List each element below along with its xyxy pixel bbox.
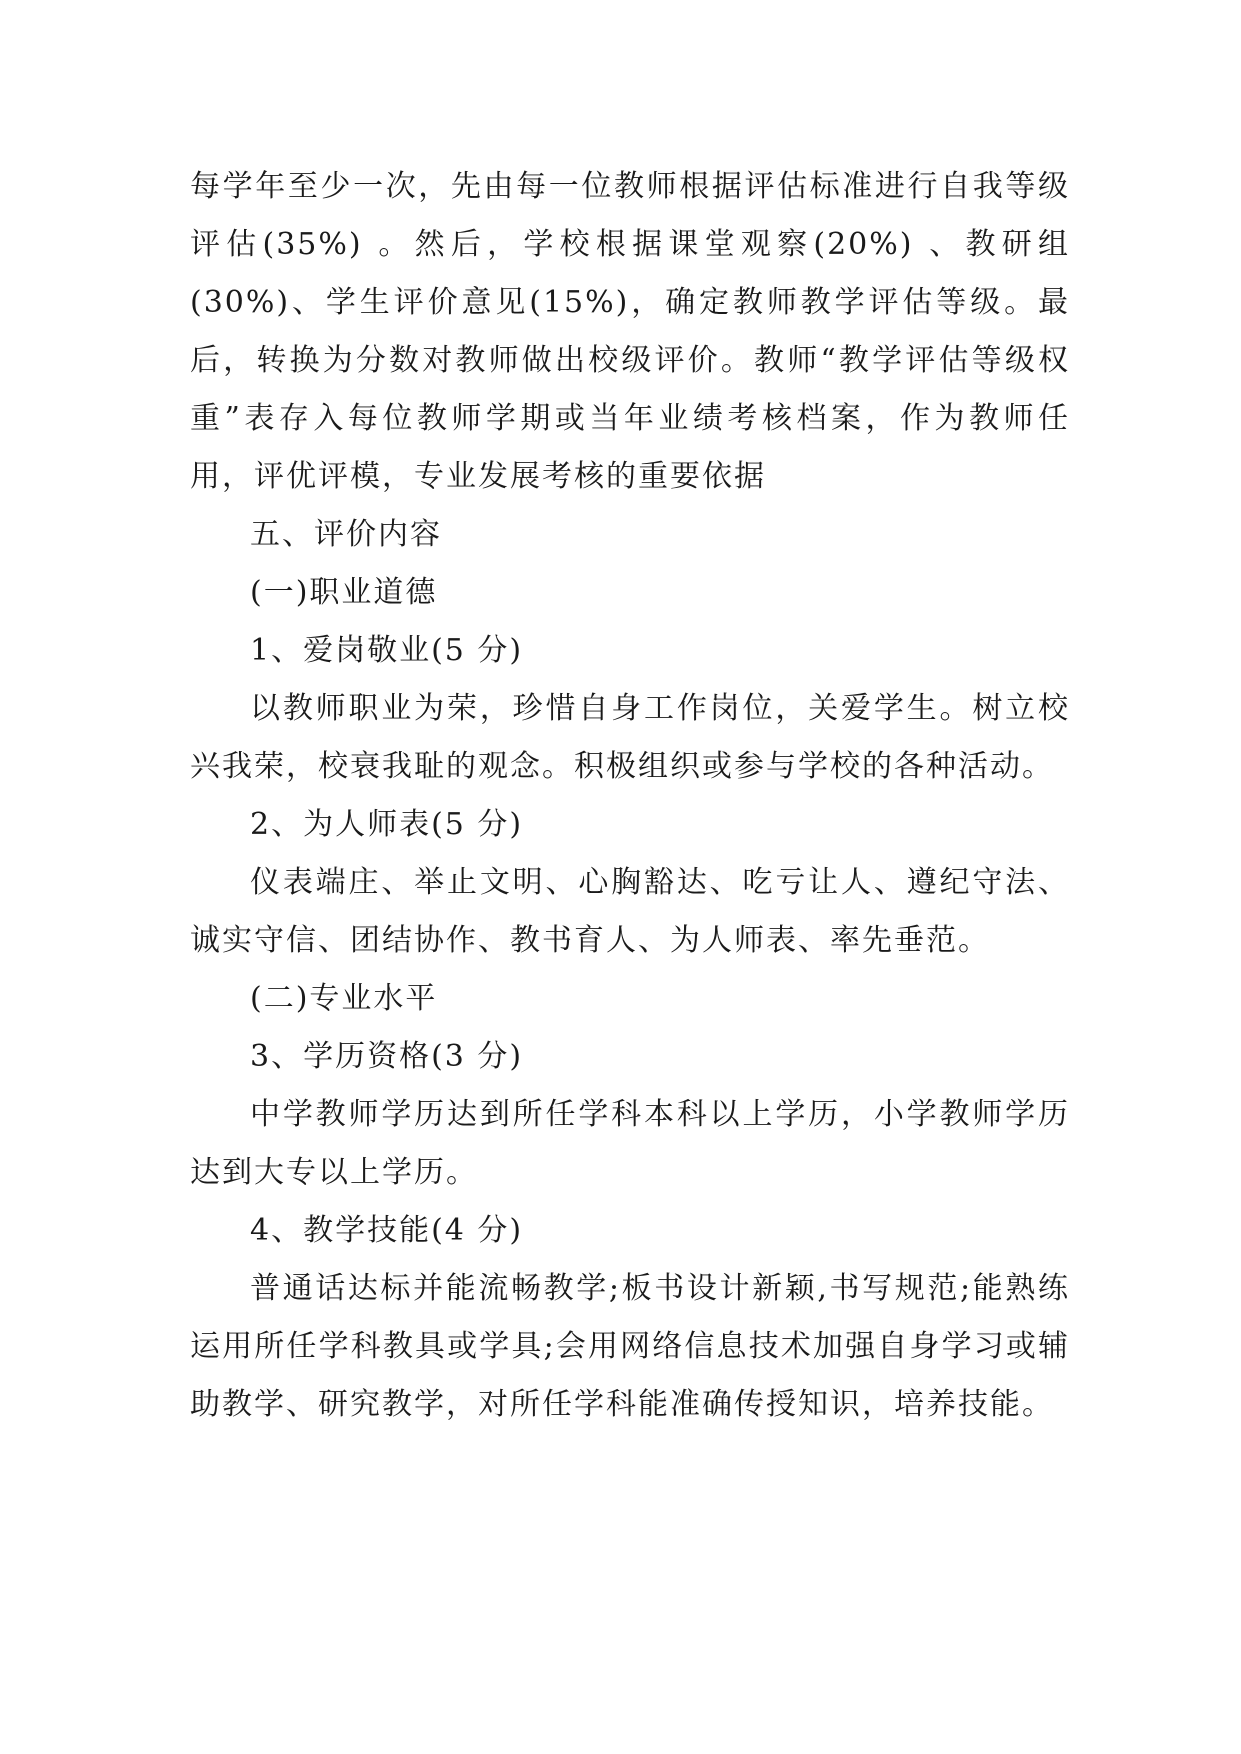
item-body-dedication: 以教师职业为荣，珍惜自身工作岗位，关爱学生。树立校兴我荣，校衰我耻的观念。积极组织或参与学校的各种活动。 (190, 691, 1070, 784)
heading-professional-level: (二)专业水平 (250, 981, 438, 1016)
heading-section-five: 五、评价内容 (250, 517, 442, 552)
item-heading-teaching-skills: 4、教学技能(4 分) (250, 1213, 524, 1248)
item-heading-dedication: 1、爱岗敬业(5 分) (250, 633, 524, 668)
item-body-qualification: 中学教师学历达到所任学科本科以上学历，小学教师学历达到大专以上学历。 (190, 1097, 1070, 1190)
document-page (190, 158, 1070, 1434)
item-body-teaching-skills: 普通话达标并能流畅教学;板书设计新颖,书写规范;能熟练运用所任学科教具或学具;会用网络信息技术加强自身学习或辅助教学、研究教学，对所任学科能准确传授知识，培养技能。 (190, 1271, 1070, 1422)
heading-professional-ethics: (一)职业道德 (250, 575, 438, 610)
paragraph-evaluation-process: 每学年至少一次，先由每一位教师根据评估标准进行自我等级评估(35%) 。然后，学校根据课堂观察(20%) 、教研组(30%)、学生评价意见(15%)，确定教师教学评估等级。最后，转换为分数对教师做出校级评价。教师“教学评估等级权重”表存入每位教师学期或当年业绩考核档案，作为教师任用，评优评模，专业发展考核的重要依据 (190, 169, 1070, 494)
item-heading-role-model: 2、为人师表(5 分) (250, 807, 524, 842)
item-heading-qualification: 3、学历资格(3 分) (250, 1039, 524, 1074)
item-body-role-model: 仪表端庄、举止文明、心胸豁达、吃亏让人、遵纪守法、诚实守信、团结协作、教书育人、为人师表、率先垂范。 (190, 865, 1070, 958)
